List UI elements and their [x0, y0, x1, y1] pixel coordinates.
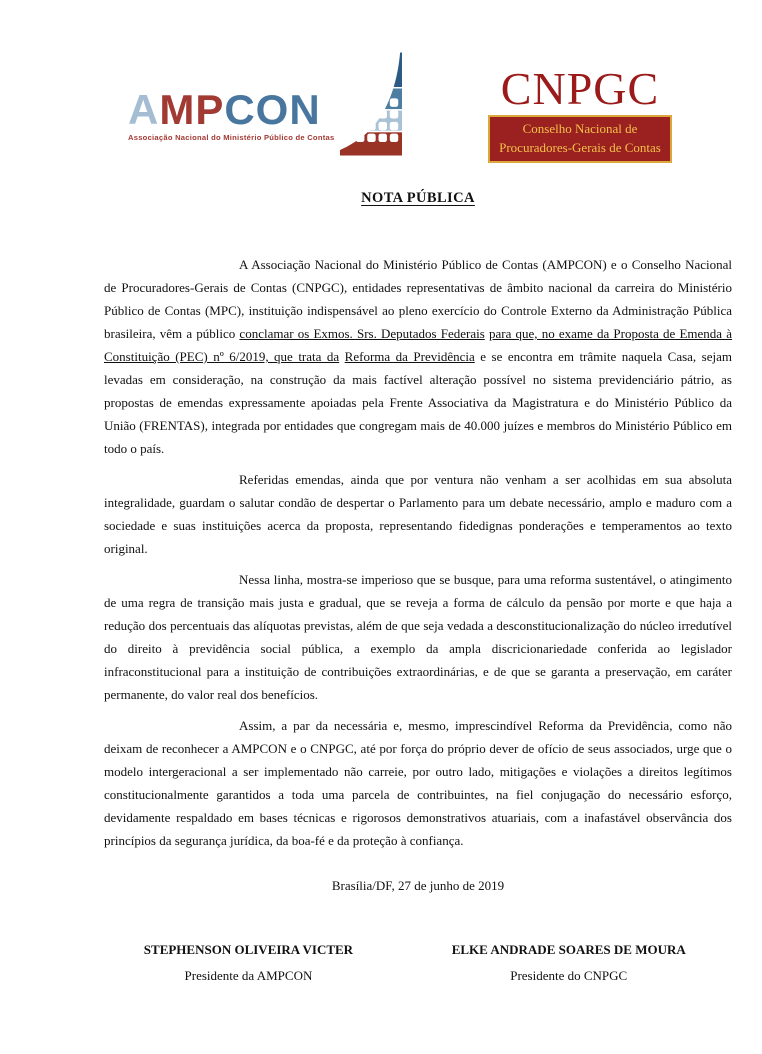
document-title: NOTA PÚBLICA	[361, 190, 475, 206]
cnpgc-logo	[488, 63, 672, 163]
paragraph-2: Referidas emendas, ainda que por ventura não venham a ser acolhidas em sua absoluta integralidade, guardam o salutar condão de despertar o Parlamento para um debate necessário, amplo e maduro com a sociedade e suas instituições acerca da proposta, representando fidedignas ponderações e temperamentos ao texto original.	[104, 472, 732, 556]
paragraph-1: A Associação Nacional do Ministério Público de Contas (AMPCON) e o Conselho Nacional de Procuradores-Gerais de Contas (CNPGC), entidades representativas de âmbito nacional da carreira do Ministério Público de Contas (MPC), instituição indispensável ao pleno exercício do Controle Externo da Administração Pública brasileira, vêm a público conclamar os Exmos. Srs. Deputados Federais para que, no exame da Proposta de Emenda à Constituição (PEC) nº 6/2019, que trata da Reforma da Previdência e se encontra em trâmite naquela Casa, sejam levadas em consideração, na construção da mais factível alteração possível no sistema previdenciário pátrio, as propostas de emendas expressamente apoiadas pela Frente Associativa da Magistratura e do Ministério Público da União (FRENTAS), integrada por entidades que congregam mais de 40.000 juízes e membros do Ministério Público em todo o país.	[104, 257, 733, 456]
ampcon-letters-mp: MP	[159, 86, 225, 133]
ampcon-wordmark	[128, 86, 334, 133]
cnpgc-subtitle-line-1: Conselho Nacional de	[522, 121, 638, 136]
ampcon-logo	[128, 52, 402, 156]
ampcon-wordmark-block	[128, 86, 335, 156]
cnpgc-wordmark: CNPGC	[500, 63, 660, 114]
signature-block	[104, 942, 732, 984]
ampcon-tagline: Associação Nacional do Ministério Público de Contas	[128, 133, 335, 142]
signature-ampcon	[104, 942, 393, 984]
signature-cnpgc	[405, 942, 732, 984]
signature-role: Presidente da AMPCON	[184, 968, 313, 983]
document-body	[104, 190, 732, 984]
ampcon-swoosh-icon	[340, 52, 402, 156]
signature-role: Presidente do CNPGC	[510, 968, 628, 983]
paragraph-4: Assim, a par da necessária e, mesmo, imprescindível Reforma da Previdência, como não deixam de reconhecer a AMPCON e o CNPGC, até por força do próprio dever de ofício de seus associados, urge que o modelo intergeracional a ser implementado não carreie, por outro lado, mitigações e violações a direitos legítimos constitucionalmente garantidos a toda uma parcela de contribuintes, na fiel conjugação do necessário esforço, devidamente respaldado em bases técnicas e rigorosos demonstrativos atuariais, com a inafastável observância dos princípios da segurança jurídica, da boa-fé e da proteção à confiança.	[104, 718, 732, 848]
signature-name: STEPHENSON OLIVEIRA VICTER	[143, 942, 354, 957]
signature-name: ELKE ANDRADE SOARES DE MOURA	[451, 942, 686, 957]
ampcon-letter-a: A	[128, 86, 160, 133]
ampcon-letters-con: CON	[224, 86, 321, 133]
paragraph-3: Nessa linha, mostra-se imperioso que se busque, para uma reforma sustentável, o atingimento de uma regra de transição mais justa e gradual, que se reveja a forma de cálculo da pensão por morte e que haja a redução dos percentuais das alíquotas previstas, além de que seja vedada a desconstitucionalização do núcleo irredutível do direito à previdência social pública, a exemplo da ampla discricionariedade conferida ao legislador infraconstitucional para a instituição de contribuições extraordinárias, e de que se garanta a preservação, em caráter permanente, do valor real dos benefícios.	[104, 572, 732, 702]
date-line: Brasília/DF, 27 de junho de 2019	[331, 878, 505, 893]
cnpgc-subtitle-box	[488, 115, 672, 163]
cnpgc-subtitle-line-2: Procuradores-Gerais de Contas	[499, 139, 661, 155]
